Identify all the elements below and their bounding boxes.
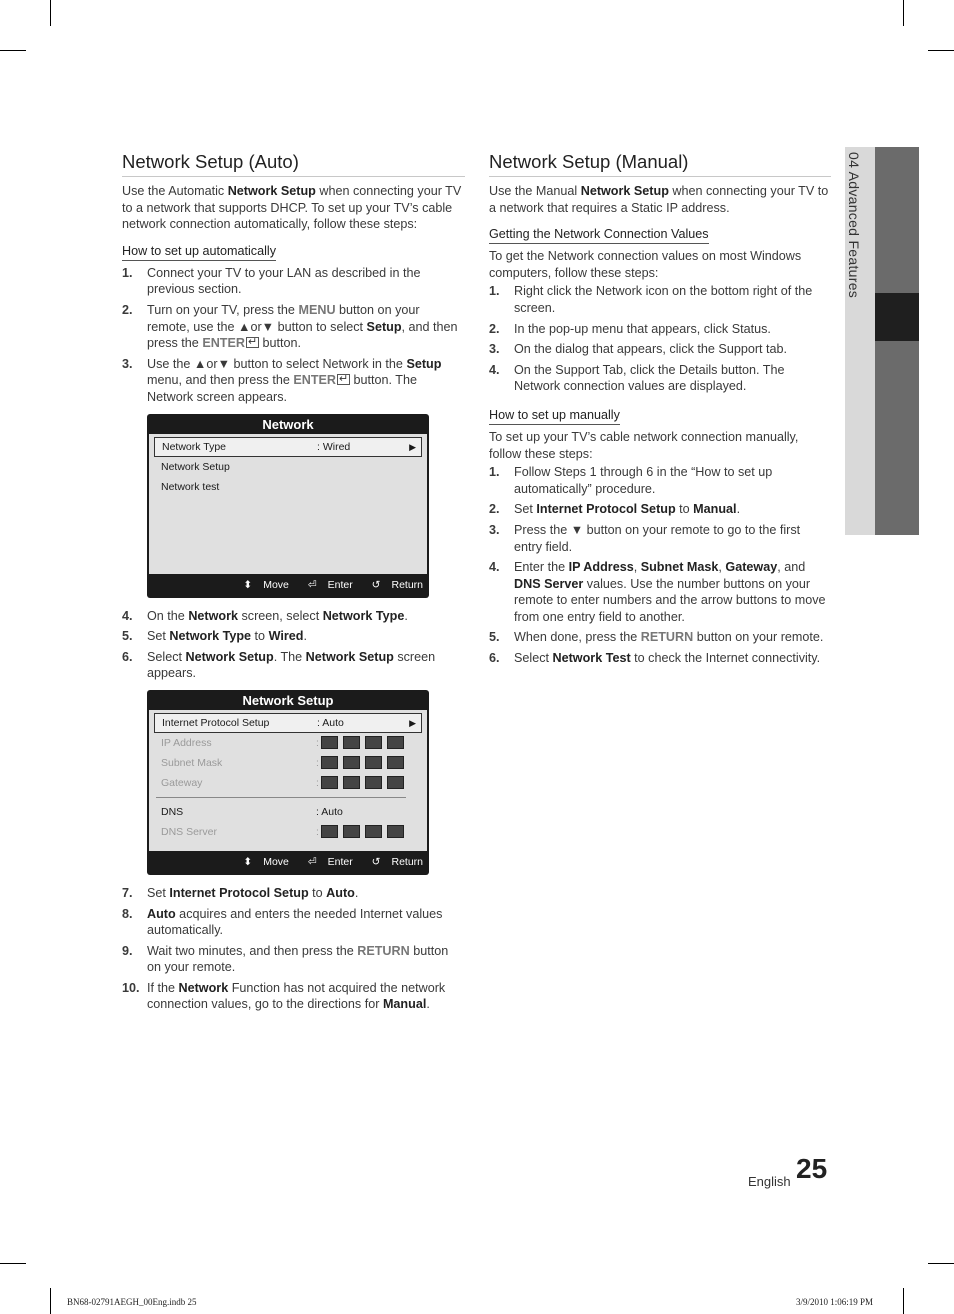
osd-body: [149, 710, 427, 851]
chapter-tab-band: [875, 147, 919, 293]
steps-connection-values: [489, 283, 831, 395]
crop-mark: [928, 50, 954, 51]
right-arrow-icon: ▶: [409, 717, 416, 728]
enter-hint: ⏎ Enter: [300, 856, 353, 868]
osd-body: [149, 434, 427, 574]
right-arrow-icon: ▶: [409, 441, 416, 452]
steps-manual: [489, 464, 831, 667]
chapter-tab-marker: [875, 293, 919, 341]
list-item: 7. Set Internet Protocol Setup to Auto.: [122, 885, 359, 900]
list-item: 4. On the Network screen, select Network Type.: [122, 608, 408, 623]
osd-row-dns-server: DNS Server :: [154, 822, 422, 842]
list-item: 2. In the pop-up menu that appears, click Status.: [489, 321, 771, 336]
move-hint: ⬍ Move: [235, 856, 289, 868]
crop-mark: [50, 0, 51, 26]
list-item: 4. Enter the IP Address, Subnet Mask, Gateway, and DNS Server values. Use the number buttons on your remote to enter numbers and the arrow buttons to move from one entry field to another.: [489, 560, 826, 624]
osd-row-subnet-mask: Subnet Mask :: [154, 753, 422, 773]
osd-title: Network: [262, 416, 314, 432]
gateway-entry-boxes: [321, 776, 404, 789]
osd-row-network-test[interactable]: Network test: [161, 480, 220, 493]
enter-icon: ⏎: [307, 855, 317, 868]
osd-footer: [149, 851, 427, 873]
section-title-manual: Network Setup (Manual): [489, 150, 831, 177]
return-icon: ↺: [371, 855, 381, 868]
enter-icon: ⏎: [307, 578, 317, 591]
left-column: [122, 150, 465, 1017]
list-item: 5. When done, press the RETURN button on your remote.: [489, 630, 824, 645]
subheading-auto: How to set up automatically: [122, 243, 276, 261]
return-icon: ↺: [371, 578, 381, 591]
list-item: 5. Set Network Type to Wired.: [122, 629, 307, 644]
list-item: 6. Select Network Setup. The Network Setup screen appears.: [122, 649, 436, 681]
crop-mark: [903, 1288, 904, 1314]
enter-icon: [337, 374, 350, 385]
steps-auto-list-3: [122, 885, 465, 1013]
intro-manual: Use the Manual Network Setup when connecting your TV to a network that requires a Static IP address.: [489, 184, 829, 215]
intro-auto: Use the Automatic Network Setup when connecting your TV to a network that supports DHCP. To set up your TV’s cable network connection automatically, follow these steps:: [122, 184, 462, 232]
list-item: 1. Connect your TV to your LAN as described in the previous section.: [122, 265, 421, 297]
print-date-info: 3/9/2010 1:06:19 PM: [796, 1297, 874, 1307]
chapter-tab-label: 04 Advanced Features: [846, 152, 862, 299]
page-language: English: [748, 1174, 791, 1189]
list-item: 8. Auto acquires and enters the needed Internet values automatically.: [122, 906, 443, 938]
list-item: 1. Follow Steps 1 through 6 in the “How to set up automatically” procedure.: [489, 465, 773, 496]
osd-row-gateway: Gateway :: [154, 773, 422, 793]
osd-footer: [149, 574, 427, 596]
print-file-info: BN68-02791AEGH_00Eng.indb 25: [67, 1297, 197, 1307]
list-item: 6. Select Network Test to check the Internet connectivity.: [489, 651, 821, 666]
up-down-icon: ⬍: [243, 578, 253, 591]
list-item: 10. If the Network Function has not acquired the network connection values, go to the directions for Manual.: [122, 980, 446, 1012]
return-hint: ↺ Return: [364, 579, 423, 591]
list-item: 2. Turn on your TV, press the MENU button on your remote, use the ▲or▼ button to select Setup, and then press the ENTER↵ button.: [122, 302, 465, 352]
steps-auto-list-2: [122, 608, 465, 682]
crop-mark: [928, 1263, 954, 1264]
subheading-manual: How to set up manually: [489, 407, 620, 425]
list-item: 2. Set Internet Protocol Setup to Manual.: [489, 502, 741, 517]
right-column: [489, 150, 831, 671]
ip-entry-boxes: [321, 736, 404, 749]
section-title-auto: Network Setup (Auto): [122, 150, 465, 177]
network-setup-osd-screen: [147, 690, 429, 875]
list-item: 9. Wait two minutes, and then press the RETURN button on your remote.: [122, 943, 449, 975]
subheading-connection-values: Getting the Network Connection Values: [489, 226, 709, 244]
dns-entry-boxes: [321, 825, 404, 838]
list-item: 3. Press the ▼ button on your remote to go to the first entry field.: [489, 522, 801, 554]
move-hint: ⬍ Move: [235, 579, 289, 591]
subnet-entry-boxes: [321, 756, 404, 769]
osd-row-ip-address: IP Address :: [154, 733, 422, 753]
return-hint: ↺ Return: [364, 856, 423, 868]
enter-icon: [246, 337, 259, 348]
list-item: 3. Use the ▲or▼ button to select Network in the Setup menu, and then press the ENTER↵ button. The Network screen appears.: [122, 356, 465, 406]
crop-mark: [0, 50, 26, 51]
connection-values-intro: To get the Network connection values on most Windows computers, follow these steps:: [489, 249, 802, 280]
osd-divider: [156, 797, 406, 798]
chapter-tab-band: [875, 341, 919, 535]
osd-row-network-type[interactable]: Network Type : Wired ▶: [154, 437, 422, 457]
crop-mark: [50, 1288, 51, 1314]
crop-mark: [903, 0, 904, 26]
list-item: 3. On the dialog that appears, click the Support tab.: [489, 342, 788, 357]
osd-title: Network Setup: [242, 692, 334, 708]
up-down-icon: ⬍: [243, 855, 253, 868]
page-number: 25: [796, 1153, 828, 1184]
osd-row-dns[interactable]: DNS : Auto: [161, 805, 343, 818]
osd-row-network-setup[interactable]: Network Setup: [161, 460, 230, 473]
list-item: 4. On the Support Tab, click the Details button. The Network connection values are displayed.: [489, 362, 785, 394]
steps-auto-list: [122, 265, 465, 406]
network-osd-screen: [147, 414, 429, 598]
osd-row-internet-protocol-setup[interactable]: Internet Protocol Setup : Auto ▶: [154, 713, 422, 733]
list-item: 1. Right click the Network icon on the bottom right of the screen.: [489, 284, 813, 315]
manual-intro: To set up your TV’s cable network connection manually, follow these steps:: [489, 429, 799, 461]
enter-hint: ⏎ Enter: [300, 579, 353, 591]
crop-mark: [0, 1263, 26, 1264]
